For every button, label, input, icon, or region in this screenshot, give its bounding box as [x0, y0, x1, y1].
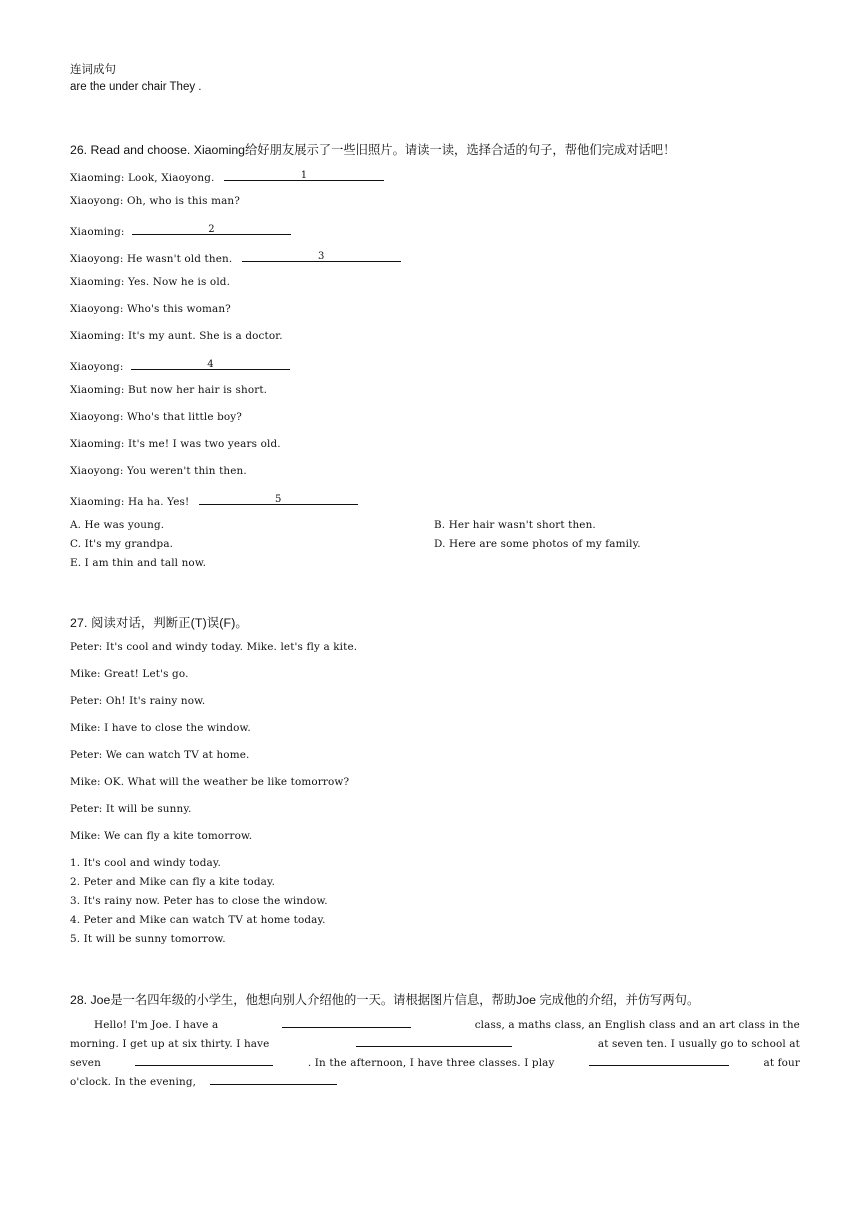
dialogue-line: Xiaoming: It's my aunt. She is a doctor. [70, 330, 283, 342]
q27-heading: 27. 阅读对话，判断正(T)误(F)。 [70, 616, 248, 630]
section-title: 连词成句 [70, 64, 116, 76]
paragraph-text: . In the afternoon, I have three classes. I play [307, 1057, 555, 1069]
blank-number: 4 [207, 359, 214, 370]
dialogue-line: Peter: We can watch TV at home. [70, 749, 250, 761]
dialogue-line: Xiaoming: It's me! I was two years old. [70, 438, 281, 450]
paragraph-line [70, 1034, 800, 1053]
q25-scrambled-sentence: are the under chair They . [70, 81, 202, 93]
option-d: D. Here are some photos of my family. [434, 538, 641, 550]
dialogue-line [70, 249, 401, 265]
dialogue-line: Mike: OK. What will the weather be like tomorrow? [70, 776, 350, 788]
statement: 2. Peter and Mike can fly a kite today. [70, 876, 276, 888]
option-c: C. It's my grandpa. [70, 538, 174, 550]
dialogue-line: Xiaoyong: Who's that little boy? [70, 411, 243, 423]
paragraph-line [70, 1072, 800, 1091]
dialogue-line [70, 357, 290, 373]
paragraph-text: o'clock. In the evening, [70, 1076, 197, 1088]
answer-blank-class[interactable] [282, 1015, 411, 1028]
paragraph-text: seven [70, 1057, 101, 1069]
answer-blank-1[interactable] [224, 168, 384, 181]
paragraph-text: at four [763, 1057, 800, 1069]
statement: 4. Peter and Mike can watch TV at home today. [70, 914, 326, 926]
answer-blank-4[interactable] [131, 357, 290, 370]
dialogue-text: Xiaoming: Ha ha. Yes! [70, 496, 190, 508]
answer-blank-activity[interactable] [589, 1053, 729, 1066]
paragraph-text: morning. I get up at six thirty. I have [70, 1038, 270, 1050]
answer-blank-3[interactable] [242, 249, 401, 262]
dialogue-line: Mike: Great! Let's go. [70, 668, 189, 680]
dialogue-line [70, 168, 384, 184]
option-e: E. I am thin and tall now. [70, 557, 207, 569]
dialogue-line: Xiaoming: But now her hair is short. [70, 384, 268, 396]
paragraph-text: Hello! I'm Joe. I have a [94, 1019, 219, 1031]
dialogue-text: Xiaoyong: He wasn't old then. [70, 253, 233, 265]
answer-blank-breakfast[interactable] [356, 1034, 512, 1047]
answer-blank-2[interactable] [132, 222, 291, 235]
blank-number: 3 [318, 251, 325, 262]
dialogue-line: Peter: Oh! It's rainy now. [70, 695, 206, 707]
dialogue-line: Xiaoyong: You weren't thin then. [70, 465, 247, 477]
answer-blank-time[interactable] [135, 1053, 273, 1066]
dialogue-line [70, 222, 291, 238]
statement: 3. It's rainy now. Peter has to close the window. [70, 895, 328, 907]
dialogue-line: Peter: It's cool and windy today. Mike. let's fly a kite. [70, 641, 358, 653]
dialogue-line: Mike: We can fly a kite tomorrow. [70, 830, 253, 842]
answer-blank-evening[interactable] [210, 1072, 337, 1085]
option-a: A. He was young. [70, 519, 165, 531]
paragraph-text: class, a maths class, an English class and an art class in the [474, 1019, 800, 1031]
dialogue-text: Xiaoyong: [70, 361, 124, 373]
paragraph-text: at seven ten. I usually go to school at [597, 1038, 800, 1050]
dialogue-line: Xiaoyong: Oh, who is this man? [70, 195, 240, 207]
blank-number: 5 [275, 494, 282, 505]
dialogue-text: Xiaoming: Look, Xiaoyong. [70, 172, 215, 184]
dialogue-line: Mike: I have to close the window. [70, 722, 251, 734]
q28-heading: 28. Joe是一名四年级的小学生，他想向别人介绍他的一天。请根据图片信息，帮助Joe 完成他的介绍，并仿写两句。 [70, 993, 700, 1007]
dialogue-text: Xiaoming: [70, 226, 125, 238]
paragraph-line [70, 1053, 800, 1072]
option-b: B. Her hair wasn't short then. [434, 519, 596, 531]
answer-blank-5[interactable] [199, 492, 358, 505]
blank-number: 1 [300, 170, 308, 181]
q26-heading: 26. Read and choose. Xiaoming给好朋友展示了一些旧照片。请读一读，选择合适的句子，帮他们完成对话吧！ [70, 143, 676, 157]
dialogue-line: Peter: It will be sunny. [70, 803, 192, 815]
dialogue-line [70, 492, 358, 508]
dialogue-line: Xiaoyong: Who's this woman? [70, 303, 231, 315]
statement: 1. It's cool and windy today. [70, 857, 221, 869]
paragraph-line [70, 1015, 800, 1034]
dialogue-line: Xiaoming: Yes. Now he is old. [70, 276, 231, 288]
blank-number: 2 [208, 224, 215, 235]
q28-paragraph [70, 1015, 800, 1091]
statement: 5. It will be sunny tomorrow. [70, 933, 226, 945]
